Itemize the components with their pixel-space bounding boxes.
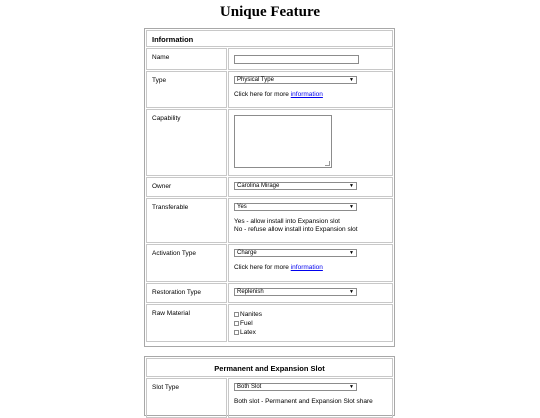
owner-row	[146, 177, 393, 197]
raw-material-option-label: Latex	[240, 329, 256, 336]
information-panel	[144, 28, 395, 347]
name-input[interactable]	[234, 55, 359, 64]
capability-textarea[interactable]	[234, 115, 332, 168]
activation-type-select[interactable]	[234, 249, 357, 257]
type-helper	[234, 91, 387, 99]
activation-type-cell	[228, 244, 393, 282]
slot-type-note: Both slot - Permanent and Expansion Slot share	[234, 398, 373, 405]
type-cell	[228, 71, 393, 108]
raw-material-option-label: Nanites	[240, 311, 263, 318]
type-label: Type	[146, 71, 227, 108]
chevron-down-icon: ▼	[349, 250, 354, 256]
chevron-down-icon: ▼	[349, 204, 354, 210]
checkbox-unchecked-icon[interactable]	[234, 312, 239, 317]
raw-material-option-latex[interactable]	[234, 328, 387, 337]
transferable-row	[146, 198, 393, 243]
raw-material-option-fuel[interactable]	[234, 319, 387, 328]
chevron-down-icon: ▼	[349, 183, 354, 189]
owner-select[interactable]	[234, 182, 357, 190]
slot-type-select[interactable]	[234, 383, 357, 391]
transferable-select[interactable]	[234, 203, 357, 211]
slot-header: Permanent and Expansion Slot	[146, 358, 393, 377]
name-label: Name	[146, 48, 227, 70]
type-select[interactable]	[234, 76, 357, 84]
activation-info-link[interactable]: information	[290, 264, 323, 271]
slot-panel	[144, 356, 395, 416]
name-row	[146, 48, 393, 70]
restoration-type-select[interactable]	[234, 288, 357, 296]
checkbox-unchecked-icon[interactable]	[234, 321, 239, 326]
resize-grip-icon[interactable]	[325, 161, 330, 166]
activation-type-helper	[234, 264, 387, 272]
transferable-cell	[228, 198, 393, 243]
transferable-select-value: Yes	[237, 204, 247, 210]
type-helper-text: Click here for more	[234, 91, 291, 98]
owner-select-value: Carolina Mirage	[237, 183, 280, 189]
type-row	[146, 71, 393, 108]
slot-type-row	[146, 378, 393, 418]
chevron-down-icon: ▼	[349, 289, 354, 295]
raw-material-row	[146, 304, 393, 342]
type-info-link[interactable]: information	[290, 91, 323, 98]
owner-cell	[228, 177, 393, 197]
restoration-type-label: Restoration Type	[146, 283, 227, 303]
transferable-label: Transferable	[146, 198, 227, 243]
type-select-value: Physical Type	[237, 77, 274, 83]
slot-type-label: Slot Type	[146, 378, 227, 418]
activation-type-select-value: Charge	[237, 250, 257, 256]
restoration-type-row	[146, 283, 393, 303]
activation-type-label: Activation Type	[146, 244, 227, 282]
slot-type-select-value: Both Slot	[237, 384, 262, 390]
restoration-type-select-value: Replenish	[237, 289, 264, 295]
slot-type-cell	[228, 378, 393, 418]
owner-label: Owner	[146, 177, 227, 197]
capability-cell	[228, 109, 393, 176]
transferable-notes	[234, 218, 387, 234]
raw-material-option-nanites[interactable]	[234, 310, 387, 319]
capability-label: Capability	[146, 109, 227, 176]
transferable-note-yes: Yes - allow install into Expansion slot	[234, 218, 340, 225]
activation-type-row	[146, 244, 393, 282]
checkbox-unchecked-icon[interactable]	[234, 330, 239, 335]
raw-material-option-label: Fuel	[240, 320, 253, 327]
transferable-note-no: No - refuse allow install into Expansion slot	[234, 226, 358, 233]
name-cell	[228, 48, 393, 70]
raw-material-label: Raw Material	[146, 304, 227, 342]
restoration-type-cell	[228, 283, 393, 303]
information-header: Information	[146, 30, 393, 47]
raw-material-cell	[228, 304, 393, 342]
activation-type-helper-text: Click here for more	[234, 264, 291, 271]
capability-row	[146, 109, 393, 176]
page-title: Unique Feature	[219, 4, 321, 20]
chevron-down-icon: ▼	[349, 384, 354, 390]
chevron-down-icon: ▼	[349, 77, 354, 83]
